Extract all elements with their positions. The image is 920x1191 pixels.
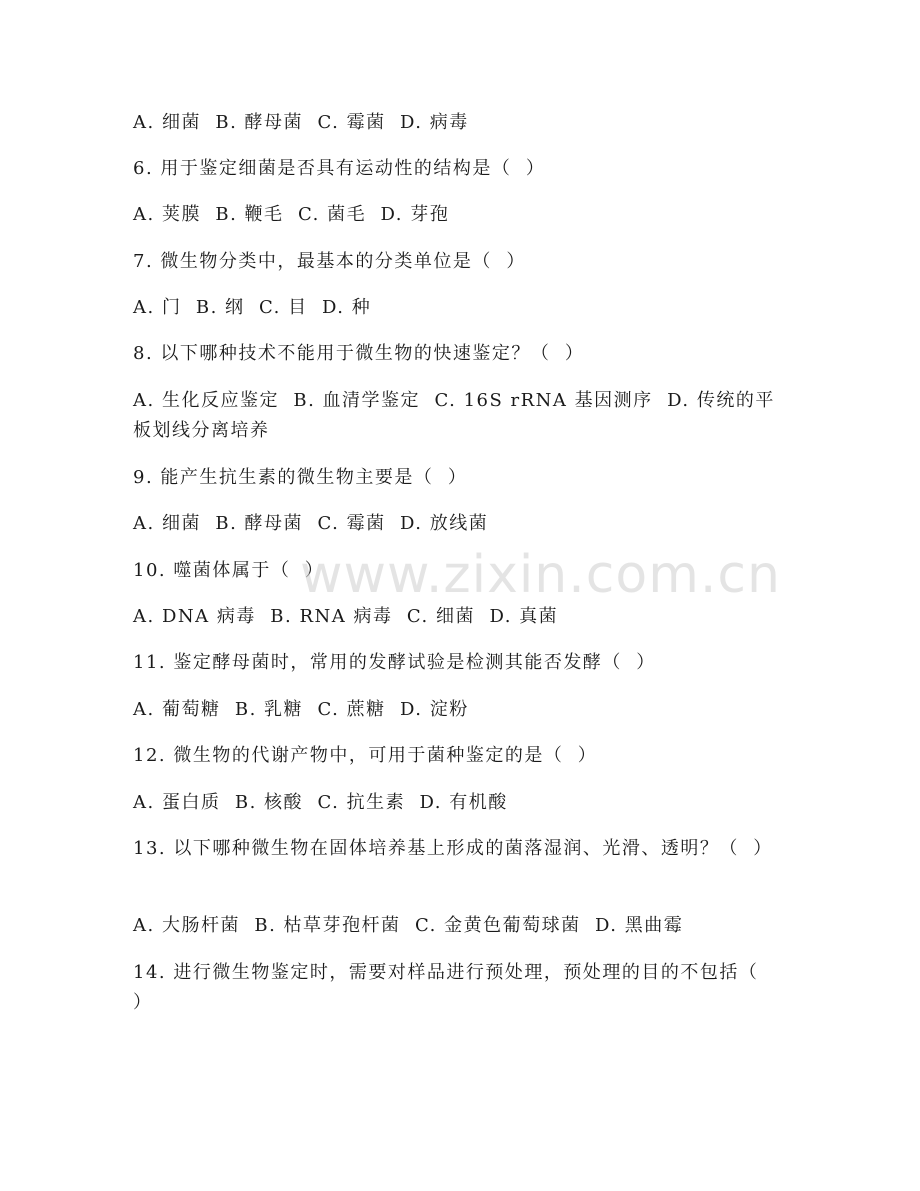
site-watermark: www.zixin.com.cn [300,545,781,605]
question-12: 12. 微生物的代谢产物中，可用于菌种鉴定的是（ ） [133,745,598,766]
question-7: 7. 微生物分类中，最基本的分类单位是（ ） [133,251,526,272]
question-6: 6. 用于鉴定细菌是否具有运动性的结构是（ ） [133,158,546,179]
answer-options-q7: A. 门 B. 纲 C. 目 D. 种 [133,297,372,318]
answer-options-q8: A. 生化反应鉴定 B. 血清学鉴定 C. 16S rRNA 基因测序 D. 传统的平板划线分离培养 [133,390,775,441]
answer-options-q5: A. 细菌 B. 酵母菌 C. 霉菌 D. 病毒 [133,112,469,133]
question-8: 8. 以下哪种技术不能用于微生物的快速鉴定？（ ） [133,343,585,364]
answer-options-q11: A. 葡萄糖 B. 乳糖 C. 蔗糖 D. 淀粉 [133,699,469,720]
question-13: 13. 以下哪种微生物在固体培养基上形成的菌落湿润、光滑、透明？（ ） [133,838,773,859]
question-11: 11. 鉴定酵母菌时，常用的发酵试验是检测其能否发酵（ ） [133,652,656,673]
question-14: 14. 进行微生物鉴定时，需要对样品进行预处理，预处理的目的不包括（ ） [133,962,773,1013]
answer-options-q13: A. 大肠杆菌 B. 枯草芽孢杆菌 C. 金黄色葡萄球菌 D. 黑曲霉 [133,915,684,936]
question-9: 9. 能产生抗生素的微生物主要是（ ） [133,467,468,488]
answer-options-q9: A. 细菌 B. 酵母菌 C. 霉菌 D. 放线菌 [133,513,489,534]
question-10: 10. 噬菌体属于（ ） [133,560,325,581]
answer-options-q10: A. DNA 病毒 B. RNA 病毒 C. 细菌 D. 真菌 [133,606,559,627]
answer-options-q12: A. 蛋白质 B. 核酸 C. 抗生素 D. 有机酸 [133,792,508,813]
answer-options-q6: A. 荚膜 B. 鞭毛 C. 菌毛 D. 芽孢 [133,204,450,225]
